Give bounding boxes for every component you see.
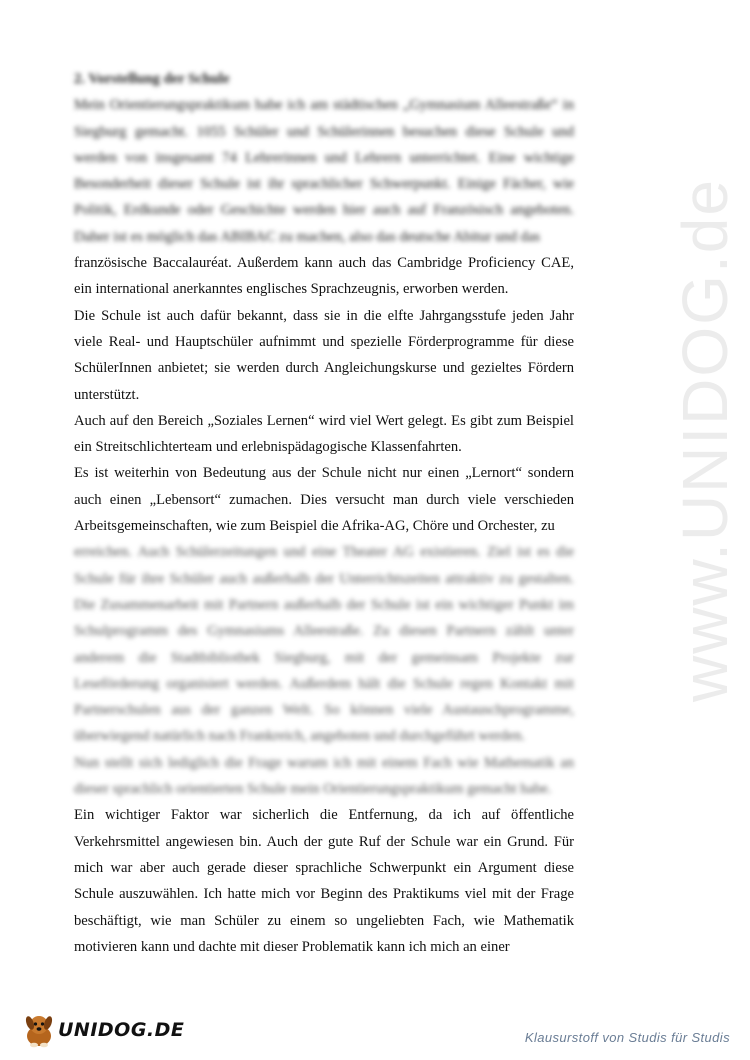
footer-tagline: Klausurstoff von Studis für Studis (524, 1030, 730, 1045)
paragraph-soziales-lernen: Auch auf den Bereich „Soziales Lernen“ wird viel Wert gelegt. Es gibt zum Beispiel ein Streitschlichterteam und erlebnispädagogische Klassenfahrten. (74, 412, 574, 456)
paragraph-lebensort: Es ist weiterhin von Bedeutung aus der Schule nicht nur einen „Lernort“ sondern auch einen „Lebensort“ zumachen. Dies versucht man durch viele verschieden Arbeitsgemeinschaften, wie zum Beispiel die Afrika-AG, Chöre und Orchester, zu (74, 465, 574, 535)
unidog-logo[interactable] (22, 1010, 184, 1050)
watermark: www.UNIDOG.de (669, 178, 741, 702)
blurred-paragraph-question: Nun stellt sich lediglich die Frage warum ich mit einem Fach wie Mathematik an dieser sprachlich orientierten Schule mein Orientierungspraktikum gemacht habe. (74, 754, 574, 798)
document-body (74, 66, 574, 960)
blurred-paragraph-middle: erreichen. Auch Schülerzeitungen und eine Theater AG existieren. Ziel ist es die Schule für ihre Schüler auch außerhalb der Unterrichtszeiten attraktiv zu gestalten. Die Zusammenarbeit mit Partnern außerhalb der Schule ist ein wichtiger Punkt im Schulprogramm des Gymnasiums Alleestraße. Zu diesen Partnern zählt unter anderem die Stadtbibliothek Siegburg, mit der gemeinsam Projekte zur Leseförderung organisiert werden. Außerdem hält die Schule regen Kontakt mit Partnerschulen aus der ganzen Welt. So können viele Austauschprogramme, überwiegend natürlich nach Frankreich, angeboten und durchgeführt werden. (74, 544, 574, 745)
logo-text: UNIDOG.DE (58, 1019, 185, 1041)
paragraph-motivation: Ein wichtiger Faktor war sicherlich die Entfernung, da ich auf öffentliche Verkehrsmittel angewiesen bin. Auch der gute Ruf der Schule war ein Grund. Für mich war aber auch gerade dieser sprachliche Schwerpunkt ein Argument diese Schule auszuwählen. Ich hatte mich vor Beginn des Praktikums viel mit der Frage beschäftigt, wie man Schüler zu einem so ungeliebten Fach, wie Mathematik motivieren kann und dachte mit dieser Problematik kann ich mich an einer (74, 807, 574, 955)
blurred-paragraph-top: Mein Orientierungspraktikum habe ich am städtischen „Gymnasium Alleestraße“ in Siegburg gemacht. 1055 Schüler und Schülerinnen besuchen diese Schule und werden von insgesamt 74 Lehrerinnen und Lehrern unterrichtet. Eine wichtige Besonderheit dieser Schule ist ihr sprachlicher Schwerpunkt. Einige Fächer, wie Politik, Erdkunde oder Geschichte werden hier auch auf Französisch angeboten. Daher ist es möglich das ABIBAC zu machen, also das deutsche Abitur und das (74, 97, 574, 245)
paragraph-baccalaureat: französische Baccalauréat. Außerdem kann auch das Cambridge Proficiency CAE, ein international anerkanntes englisches Sprachzeugnis, erworben werden. (74, 255, 574, 298)
dog-mascot-icon (22, 1012, 56, 1048)
paragraph-foerderprogramme: Die Schule ist auch dafür bekannt, dass sie in die elfte Jahrgangsstufe jeden Jahr viele Real- und Hauptschüler aufnimmt und spezielle Förderprogramme für diese SchülerInnen anbietet; sie werden durch Angleichungskurse und gezieltes Fördern unterstützt. (74, 307, 574, 403)
section-heading: 2. Vorstellung der Schule (74, 71, 230, 87)
